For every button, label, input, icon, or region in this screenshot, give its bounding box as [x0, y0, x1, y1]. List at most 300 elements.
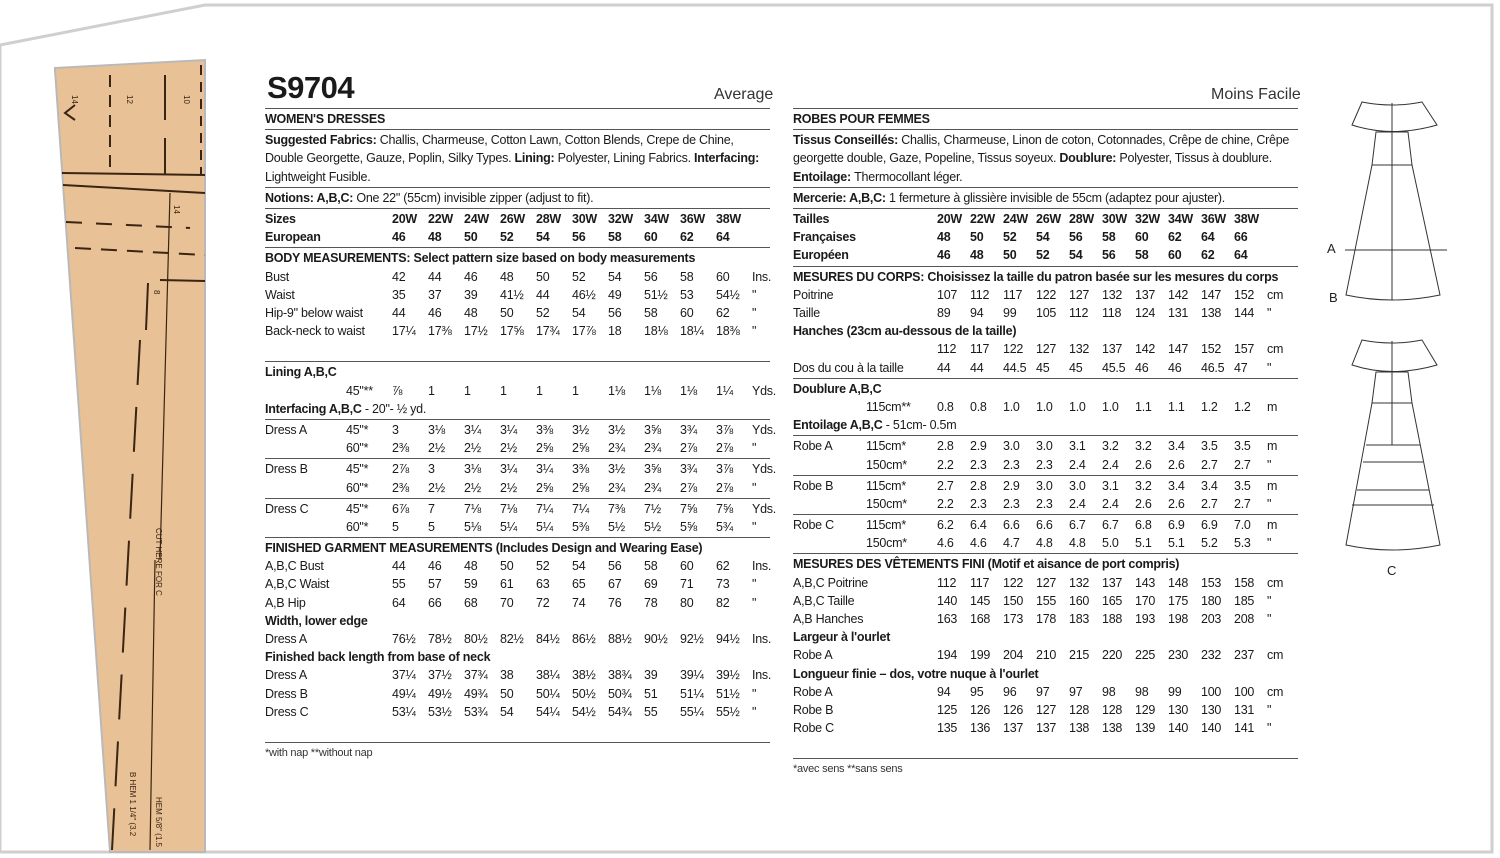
size-value: 5½ — [608, 519, 625, 534]
row-width — [346, 304, 392, 322]
table-row — [793, 534, 1298, 552]
size-value: 130 — [1201, 703, 1222, 717]
size-value: 18 — [608, 324, 622, 339]
size-value: 193 — [1135, 612, 1156, 627]
size-value: 2.6 — [1135, 457, 1152, 472]
divider — [265, 187, 770, 188]
size-value: 3.2 — [1135, 478, 1152, 493]
size-value: 147 — [1168, 342, 1189, 357]
section-heading: Lining A,B,C — [265, 365, 337, 380]
table-row — [265, 479, 770, 497]
table-row — [793, 228, 1298, 246]
size-value: 84½ — [536, 632, 560, 647]
table-row — [793, 437, 1298, 455]
size-value: 55 — [644, 704, 658, 719]
size-value: 5¼ — [500, 519, 517, 534]
size-value: 127 — [1036, 342, 1057, 357]
row-label: Hip-9" below waist — [265, 305, 363, 320]
row-width: 45"** — [346, 383, 373, 398]
unit — [752, 228, 776, 246]
row-label — [793, 495, 866, 513]
size-value: 215 — [1069, 648, 1090, 663]
size-value: 210 — [1036, 648, 1057, 663]
size-value: 2⅞ — [392, 462, 409, 477]
size-value: 1.0 — [1036, 399, 1053, 414]
size-value: 124 — [1135, 305, 1156, 320]
pattern-number: S9704 — [267, 70, 355, 105]
size-value: 49¾ — [464, 686, 488, 701]
unit: " — [1267, 703, 1272, 717]
size-value: 67 — [608, 577, 622, 592]
unit: cm — [1267, 342, 1284, 357]
row-width — [866, 610, 937, 628]
size-value: 98 — [1135, 684, 1149, 699]
size-value: 126 — [970, 703, 991, 717]
field-value: Thermocollant léger. — [854, 169, 963, 184]
size-value: 5.1 — [1168, 536, 1185, 551]
size-value: 100 — [1234, 684, 1255, 699]
size-value: 118 — [1102, 305, 1122, 320]
size-value: 105 — [1036, 305, 1057, 320]
row-label: Dress A — [265, 422, 308, 437]
size-value: 5 — [428, 519, 435, 534]
size-value: 37¼ — [392, 668, 416, 683]
size-value: 194 — [937, 648, 958, 663]
size-value: 60 — [1168, 248, 1182, 263]
table-row — [265, 304, 770, 322]
size-value: 2⅝ — [536, 480, 553, 495]
size-value: 7 — [428, 501, 435, 516]
size-value: 3.1 — [1102, 478, 1119, 493]
tissue-mark-8: 8 — [152, 290, 161, 295]
unit: " — [752, 480, 757, 495]
row-label: Dress B — [265, 462, 308, 477]
size-value: 1 — [500, 383, 507, 398]
section-heading: Hanches (23cm au-dessous de la taille) — [793, 324, 1017, 339]
size-value: 132 — [1069, 575, 1090, 590]
unit: " — [1267, 536, 1272, 551]
field-label: Entoilage A,B,C — [793, 418, 883, 433]
size-value: 225 — [1135, 648, 1156, 663]
size-value: 7¼ — [572, 501, 589, 516]
divider — [265, 247, 770, 248]
row-width: 115cm* — [866, 518, 906, 533]
size-value: 1.1 — [1135, 399, 1152, 414]
unit: " — [1267, 457, 1272, 472]
size-value: 3⅝ — [644, 462, 661, 477]
size-value: 50 — [464, 230, 478, 245]
size-value: 44 — [392, 559, 406, 574]
size-value: 54½ — [572, 704, 596, 719]
size-value: 2.6 — [1168, 496, 1185, 511]
row-label — [793, 340, 866, 358]
size-value: 65 — [572, 577, 586, 592]
divider — [793, 208, 1298, 209]
row-width: 45"* — [346, 462, 369, 477]
size-value: 94 — [937, 684, 951, 699]
unit: m — [1267, 518, 1278, 533]
size-value: 7.0 — [1234, 518, 1251, 533]
size-value: 46 — [428, 305, 442, 320]
table-row — [265, 594, 770, 612]
size-value: 18⅛ — [644, 324, 668, 339]
size-value: 2.3 — [1036, 496, 1053, 511]
divider — [793, 108, 1298, 109]
table-row — [265, 382, 777, 400]
size-value: 127 — [1036, 575, 1057, 590]
size-value: 117 — [1003, 287, 1023, 302]
size-value: 95 — [970, 684, 984, 699]
size-value: 97 — [1069, 684, 1083, 699]
divider — [793, 553, 1298, 554]
size-value: 168 — [970, 612, 991, 627]
size-value: 2⅝ — [536, 441, 553, 456]
size-value: 3.0 — [1036, 439, 1053, 454]
size-value: 2½ — [500, 441, 517, 456]
size-value: 232 — [1201, 648, 1222, 663]
field-label: Lining: — [514, 151, 558, 166]
table-row — [265, 421, 777, 439]
section-heading: Doublure A,B,C — [793, 381, 882, 396]
row-width — [346, 594, 392, 612]
table-row — [793, 246, 1298, 264]
size-value: 6.7 — [1069, 518, 1086, 533]
size-value: 53¾ — [464, 704, 488, 719]
size-value: 143 — [1135, 575, 1156, 590]
size-value: 6.4 — [970, 518, 987, 533]
size-value: 2⅞ — [716, 480, 733, 495]
row-label — [793, 534, 866, 552]
row-label: Dress A — [265, 668, 308, 683]
unit: m — [1267, 478, 1278, 493]
size-value: 1.0 — [1003, 399, 1020, 414]
size-value: 41½ — [500, 287, 524, 302]
section-heading: MESURES DES VÊTEMENTS FINI (Motif et aisance de port compris) — [793, 557, 1180, 572]
size-value: 90½ — [644, 632, 668, 647]
size-value: 69 — [644, 577, 658, 592]
size-value: 45 — [1069, 360, 1083, 375]
size-value: 3⅜ — [572, 462, 589, 477]
row-label — [793, 398, 866, 416]
size-value: 53¼ — [392, 704, 416, 719]
size-value: 44 — [392, 305, 406, 320]
row-width: 60"* — [346, 519, 369, 534]
size-value: 7⅝ — [680, 501, 697, 516]
unit: cm — [1267, 287, 1284, 302]
paragraph — [793, 416, 1298, 434]
section-heading: FINISHED GARMENT MEASUREMENTS (Includes Design and Wearing Ease) — [265, 541, 703, 556]
size-value: 54 — [572, 559, 586, 574]
size-value: 188 — [1102, 612, 1123, 627]
size-value: 183 — [1069, 612, 1090, 627]
size-value: 2⅝ — [572, 441, 589, 456]
size-value: 138 — [1069, 721, 1090, 736]
row-width — [346, 286, 392, 304]
size-value: 3⅛ — [428, 422, 445, 437]
row-label: A,B,C Poitrine — [793, 575, 869, 590]
table-row — [265, 322, 770, 340]
size-value: 128 — [1102, 703, 1123, 717]
size-value: 99 — [1168, 684, 1182, 699]
paragraph — [265, 400, 770, 418]
size-value: 2⅜ — [392, 441, 409, 456]
size-value: 2.4 — [1102, 457, 1119, 472]
size-value: 100 — [1201, 684, 1222, 699]
row-width — [346, 268, 392, 286]
size-value: 38W — [716, 212, 741, 227]
size-value: 62 — [716, 559, 730, 574]
size-value: 131 — [1234, 703, 1255, 717]
size-value: 46 — [1135, 360, 1149, 375]
size-value: 3 — [392, 422, 399, 437]
unit: " — [752, 324, 757, 339]
row-label: Taille — [793, 305, 820, 320]
size-value: 137 — [1003, 721, 1024, 736]
table-row — [265, 630, 770, 648]
row-label — [265, 439, 346, 457]
size-value: 54 — [572, 305, 586, 320]
size-value: 36W — [680, 212, 705, 227]
table-row — [793, 701, 1298, 719]
size-value: 59 — [464, 577, 478, 592]
size-value: 48 — [428, 230, 442, 245]
size-value: 2.9 — [1003, 478, 1020, 493]
size-value: 58 — [1102, 230, 1116, 245]
size-value: 2.3 — [1003, 496, 1020, 511]
size-value: 54 — [1069, 248, 1083, 263]
footnote: *avec sens **sans sens — [793, 763, 903, 776]
unit: Ins. — [752, 269, 772, 284]
size-value: 38½ — [572, 668, 596, 683]
size-value: 45.5 — [1102, 360, 1126, 375]
size-value: 3⅛ — [464, 462, 481, 477]
size-value: 157 — [1234, 342, 1255, 357]
size-value: 3¾ — [680, 462, 697, 477]
size-value: 30W — [1102, 212, 1127, 227]
size-value: 44 — [937, 360, 951, 375]
size-value: 1.2 — [1201, 399, 1218, 414]
size-value: 2.4 — [1069, 457, 1086, 472]
size-value: 18⅜ — [716, 324, 740, 339]
section-heading: Width, lower edge — [265, 613, 368, 628]
size-value: 97 — [1036, 684, 1050, 699]
unit: Yds. — [752, 383, 777, 398]
section-heading: BODY MEASUREMENTS: Select pattern size based on body measurements — [265, 251, 696, 266]
size-value: 54 — [608, 269, 622, 284]
french-specs — [793, 108, 1298, 778]
size-value: 150 — [1003, 593, 1024, 608]
size-value: 220 — [1102, 648, 1123, 663]
unit: m — [1267, 399, 1278, 414]
table-row — [793, 210, 1298, 228]
divider — [265, 742, 770, 743]
table-row — [265, 439, 770, 457]
row-width — [866, 719, 937, 737]
size-value: 54 — [1036, 230, 1050, 245]
size-value: 17½ — [464, 324, 488, 339]
size-value: 6.9 — [1168, 518, 1185, 533]
size-value: 35 — [392, 287, 406, 302]
size-value: 78 — [644, 595, 658, 610]
size-value: 54½ — [716, 287, 740, 302]
row-width — [866, 701, 937, 719]
size-value: 49 — [608, 287, 622, 302]
size-value: 70 — [500, 595, 514, 610]
size-value: 58 — [608, 230, 622, 245]
size-value: 46 — [937, 248, 951, 263]
row-label: Dress A — [265, 632, 308, 647]
size-value: 62 — [716, 305, 730, 320]
row-label: Françaises — [793, 230, 856, 245]
section-heading: MESURES DU CORPS: Choisissez la taille du patron basée sur les mesures du corps — [793, 269, 1279, 284]
size-value: 199 — [970, 648, 991, 663]
size-value: 22W — [970, 212, 995, 227]
table-row — [793, 340, 1298, 358]
row-width — [346, 210, 392, 228]
size-value: 160 — [1069, 593, 1090, 608]
field-label: Interfacing A,B,C — [265, 401, 362, 416]
row-label: A,B Hanches — [793, 612, 864, 627]
size-value: 86½ — [572, 632, 596, 647]
table-row — [793, 646, 1298, 664]
table-row — [793, 683, 1298, 701]
size-value: 3⅝ — [644, 422, 661, 437]
field-value: Polyester, Lining Fabrics. — [557, 151, 695, 166]
size-value: 122 — [1003, 575, 1024, 590]
unit: Yds. — [752, 462, 777, 477]
table-row — [265, 575, 770, 593]
paragraph — [265, 189, 770, 207]
size-value: 48 — [464, 559, 478, 574]
english-specs — [265, 108, 777, 762]
divider — [793, 378, 1298, 379]
size-value: 136 — [970, 721, 991, 736]
size-value: 3½ — [572, 422, 589, 437]
row-width: 150cm* — [866, 457, 907, 472]
unit — [1267, 228, 1293, 246]
size-value: 3.1 — [1069, 439, 1086, 454]
size-value: 137 — [1036, 721, 1057, 736]
size-value: 38 — [500, 668, 514, 683]
size-value: 3⅞ — [716, 422, 733, 437]
size-value: 1⅛ — [680, 383, 697, 398]
size-value: 141 — [1234, 721, 1255, 736]
size-value: 44 — [428, 269, 442, 284]
size-value: 117 — [970, 342, 990, 357]
size-value: 61 — [500, 577, 514, 592]
size-value: 37¾ — [464, 668, 488, 683]
row-label — [265, 518, 346, 536]
size-value: 131 — [1168, 305, 1189, 320]
size-value: 57 — [428, 577, 442, 592]
tissue-mark-10: 10 — [182, 95, 191, 104]
difficulty-fr: Moins Facile — [1211, 86, 1301, 103]
unit: " — [752, 704, 757, 719]
size-value: 122 — [1003, 342, 1024, 357]
size-value: 1.0 — [1069, 399, 1086, 414]
size-value: 18¼ — [680, 324, 704, 339]
row-width: 150cm* — [866, 536, 907, 551]
size-value: 1⅛ — [608, 383, 625, 398]
size-value: 54 — [536, 230, 550, 245]
size-value: 112 — [970, 287, 990, 302]
size-value: 3.0 — [1069, 478, 1086, 493]
table-row — [265, 666, 770, 684]
size-value: 46 — [464, 269, 478, 284]
size-value: 50 — [500, 305, 514, 320]
size-value: 138 — [1102, 721, 1123, 736]
size-value: 24W — [1003, 212, 1028, 227]
field-value: Lightweight Fusible. — [265, 169, 371, 184]
size-value: 3¼ — [500, 462, 517, 477]
size-value: 1.2 — [1234, 399, 1251, 414]
size-value: 2½ — [428, 480, 445, 495]
size-value: 56 — [1102, 248, 1116, 263]
size-value: 46½ — [572, 287, 596, 302]
size-value: 5.2 — [1201, 536, 1218, 551]
size-value: 63 — [536, 577, 550, 592]
size-value: 145 — [970, 593, 991, 608]
size-value: 7⅛ — [500, 501, 517, 516]
size-value: 56 — [572, 230, 586, 245]
size-value: 20W — [937, 212, 962, 227]
divider — [793, 187, 1298, 188]
unit — [1267, 246, 1293, 264]
table-row — [793, 286, 1298, 304]
size-value: 2.9 — [970, 439, 987, 454]
size-value: 112 — [937, 342, 957, 357]
size-value: 2.4 — [1069, 496, 1086, 511]
size-value: 5.3 — [1234, 536, 1251, 551]
table-row — [265, 286, 770, 304]
size-value: 152 — [1201, 342, 1222, 357]
size-value: 55¼ — [680, 704, 704, 719]
row-label: Robe B — [793, 703, 834, 717]
size-value: 152 — [1234, 287, 1255, 302]
size-value: 17⅜ — [428, 324, 452, 339]
tissue-cut-here-text: CUT HERE FOR C — [154, 528, 163, 596]
size-value: 22W — [428, 212, 453, 227]
size-value: 17¾ — [536, 324, 560, 339]
unit: " — [1267, 496, 1272, 511]
difficulty-en: Average — [714, 86, 774, 103]
size-value: 88½ — [608, 632, 632, 647]
size-value: 180 — [1201, 593, 1222, 608]
size-value: 38W — [1234, 212, 1259, 227]
row-label: Dress C — [265, 501, 309, 516]
size-value: 58 — [644, 559, 658, 574]
size-value: 53 — [680, 287, 694, 302]
row-width — [866, 210, 937, 228]
divider — [265, 419, 770, 420]
tissue-mark-14b: 14 — [172, 205, 181, 214]
size-value: 58 — [1135, 248, 1149, 263]
tissue-hem-text: HEM 5/8" (1.5 — [154, 797, 163, 847]
size-value: 3.5 — [1234, 478, 1251, 493]
row-width — [346, 685, 392, 703]
size-value: 62 — [1168, 230, 1182, 245]
spacer — [265, 721, 770, 741]
unit: m — [1267, 439, 1278, 454]
size-value: 73 — [716, 577, 730, 592]
size-value: 0.8 — [937, 399, 954, 414]
size-value: 82½ — [500, 632, 524, 647]
size-value: 64 — [1234, 248, 1248, 263]
size-value: 5⅝ — [680, 519, 697, 534]
size-value: 122 — [1036, 287, 1057, 302]
size-value: 60 — [1135, 230, 1149, 245]
table-row — [265, 228, 770, 246]
